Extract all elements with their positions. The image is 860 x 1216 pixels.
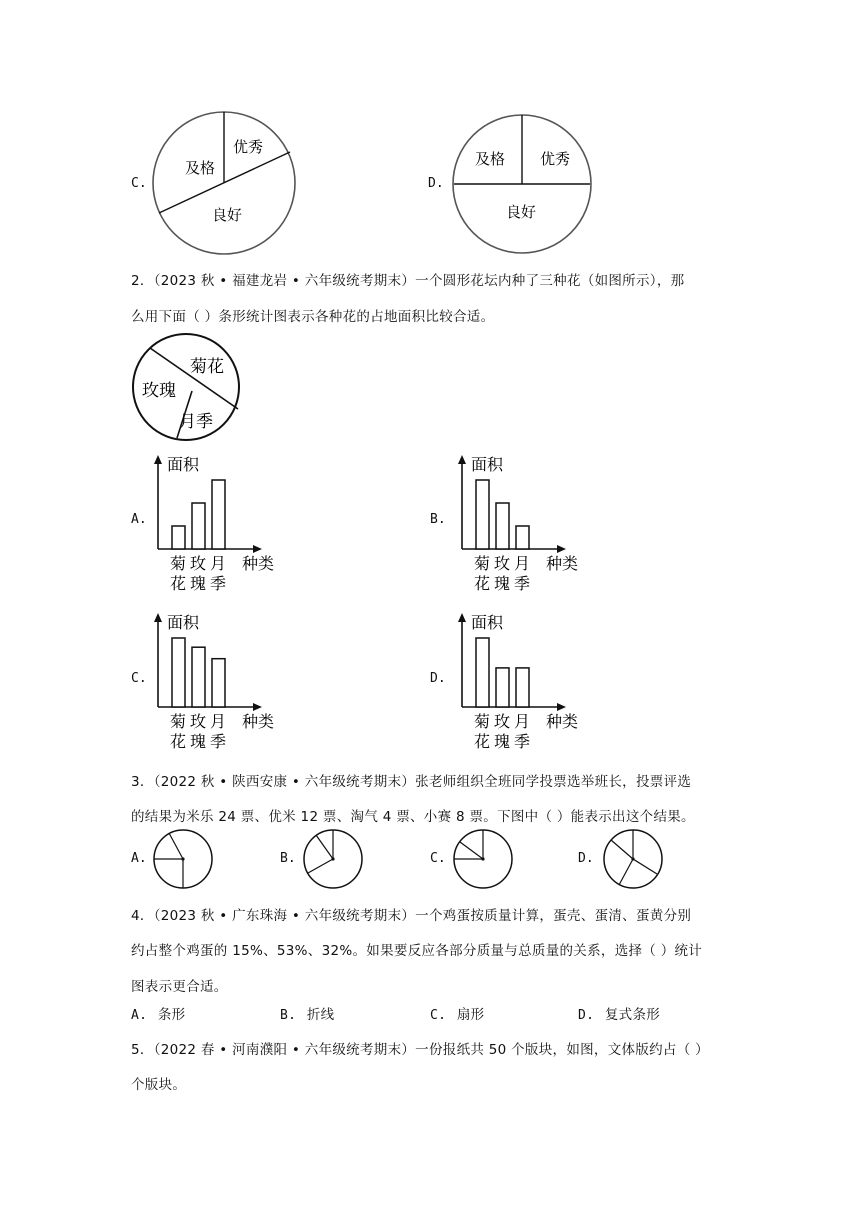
pie-c-label-youxiu: 优秀 — [233, 138, 264, 156]
category-label-top: 菊 — [170, 712, 187, 731]
q2-option-b-label: B. — [430, 512, 446, 527]
q1-option-d-pie — [450, 112, 594, 256]
q5-stem-line1: 5．（2022 春 • 河南濮阳 • 六年级统考期末）一份报纸共 50 个版块，如图，文体版约占（ ） — [131, 1042, 709, 1058]
category-label-top: 月 — [514, 554, 531, 573]
category-label-top: 玫 — [494, 554, 511, 573]
x-axis-label: 种类 — [546, 712, 579, 731]
q4-stem-line3: 图表示更合适。 — [131, 979, 228, 995]
x-axis-label: 种类 — [242, 554, 275, 573]
q1-option-d-label: D. — [428, 176, 444, 191]
bar — [516, 526, 529, 549]
category-label-bottom: 季 — [514, 732, 531, 751]
q3-option-b-pie — [302, 828, 364, 890]
category-label-bottom: 花 — [474, 732, 491, 751]
category-label-top: 菊 — [474, 712, 491, 731]
y-axis-arrow-icon — [458, 455, 466, 464]
q3-option-c-label: C. — [430, 851, 446, 866]
bar — [516, 668, 529, 707]
pie-d-label-youxiu: 优秀 — [540, 150, 571, 168]
q1-option-c-pie — [150, 109, 298, 257]
flower-pie-label-yueji: 月季 — [179, 412, 213, 432]
category-label-bottom: 瑰 — [494, 574, 511, 593]
q4-stem-line1: 4．（2023 秋 • 广东珠海 • 六年级统考期末）一个鸡蛋按质量计算，蛋壳、蛋清、蛋黄分别 — [131, 908, 692, 924]
y-axis-arrow-icon — [458, 613, 466, 622]
y-axis-label: 面积 — [471, 613, 504, 632]
category-label-top: 月 — [210, 712, 227, 731]
q2-stem-line1: 2．（2023 秋 • 福建龙岩 • 六年级统考期末）一个圆形花坛内种了三种花（如图所示），那 — [131, 273, 685, 289]
q4-option-c — [430, 1003, 484, 1023]
bar — [172, 638, 185, 707]
q2-chart-d — [454, 610, 589, 752]
x-axis-arrow-icon — [557, 703, 566, 711]
category-label-bottom: 花 — [170, 732, 187, 751]
q4-option-b — [280, 1003, 334, 1023]
bar — [192, 647, 205, 707]
y-axis-arrow-icon — [154, 455, 162, 464]
x-axis-arrow-icon — [253, 545, 262, 553]
category-label-top: 玫 — [494, 712, 511, 731]
bar — [192, 503, 205, 549]
q2-chart-b — [454, 452, 589, 594]
q4-option-b-letter: B. — [280, 1008, 297, 1023]
category-label-top: 月 — [514, 712, 531, 731]
q4-option-d — [578, 1003, 660, 1023]
q2-flower-pie — [130, 331, 242, 443]
bar — [496, 668, 509, 707]
q1-option-c-label: C. — [131, 176, 147, 191]
category-label-top: 菊 — [474, 554, 491, 573]
category-label-bottom: 季 — [514, 574, 531, 593]
category-label-bottom: 花 — [474, 574, 491, 593]
y-axis-label: 面积 — [167, 455, 200, 474]
pie-c-label-lianghao: 良好 — [212, 206, 243, 224]
q4-option-a-letter: A. — [131, 1008, 148, 1023]
q2-chart-c — [150, 610, 285, 752]
flower-pie-label-juhua: 菊花 — [190, 357, 224, 377]
bar — [496, 503, 509, 549]
category-label-top: 月 — [210, 554, 227, 573]
q2-stem-line2: 么用下面（ ）条形统计图表示各种花的占地面积比较合适。 — [131, 309, 495, 325]
q2-option-c-label: C. — [131, 671, 147, 686]
q4-option-b-text: 折线 — [306, 1007, 335, 1023]
category-label-bottom: 季 — [210, 732, 227, 751]
bar — [172, 526, 185, 549]
category-label-bottom: 瑰 — [190, 732, 207, 751]
pie-d-label-lianghao: 良好 — [506, 203, 537, 221]
pie-d-label-jige: 及格 — [475, 150, 506, 168]
q4-option-d-letter: D. — [578, 1008, 595, 1023]
q3-option-b-label: B. — [280, 851, 296, 866]
q3-option-a-label: A. — [131, 851, 147, 866]
category-label-bottom: 瑰 — [494, 732, 511, 751]
q4-stem-line2: 约占整个鸡蛋的 15%、53%、32%。如果要反应各部分质量与总质量的关系，选择（ ）统计 — [131, 943, 703, 959]
q3-option-d-pie — [602, 828, 664, 890]
q3-stem-line1: 3．（2022 秋 • 陕西安康 • 六年级统考期末）张老师组织全班同学投票选举班长，投票评选 — [131, 774, 692, 790]
y-axis-label: 面积 — [167, 613, 200, 632]
bar — [212, 659, 225, 707]
q4-option-d-text: 复式条形 — [604, 1007, 661, 1023]
bar — [212, 480, 225, 549]
x-axis-arrow-icon — [253, 703, 262, 711]
q2-option-d-label: D. — [430, 671, 446, 686]
category-label-bottom: 瑰 — [190, 574, 207, 593]
pie-c-label-jige: 及格 — [185, 159, 216, 177]
bar — [476, 480, 489, 549]
q3-option-a-pie — [152, 828, 214, 890]
q2-chart-a — [150, 452, 285, 594]
x-axis-label: 种类 — [242, 712, 275, 731]
category-label-top: 玫 — [190, 712, 207, 731]
q4-option-a — [131, 1003, 185, 1023]
category-label-bottom: 花 — [170, 574, 187, 593]
bar — [476, 638, 489, 707]
x-axis-label: 种类 — [546, 554, 579, 573]
category-label-top: 玫 — [190, 554, 207, 573]
y-axis-label: 面积 — [471, 455, 504, 474]
flower-pie-label-meigui: 玫瑰 — [142, 381, 176, 401]
q4-option-c-letter: C. — [430, 1008, 447, 1023]
y-axis-arrow-icon — [154, 613, 162, 622]
category-label-top: 菊 — [170, 554, 187, 573]
q4-option-c-text: 扇形 — [456, 1007, 485, 1023]
q5-stem-line2: 个版块。 — [131, 1077, 187, 1093]
q3-option-d-label: D. — [578, 851, 594, 866]
q2-option-a-label: A. — [131, 512, 147, 527]
q4-option-a-text: 条形 — [157, 1007, 186, 1023]
category-label-bottom: 季 — [210, 574, 227, 593]
q3-option-c-pie — [452, 828, 514, 890]
q3-stem-line2: 的结果为米乐 24 票、优米 12 票、淘气 4 票、小赛 8 票。下图中（ ）能表示出这个结果。 — [131, 809, 695, 825]
x-axis-arrow-icon — [557, 545, 566, 553]
